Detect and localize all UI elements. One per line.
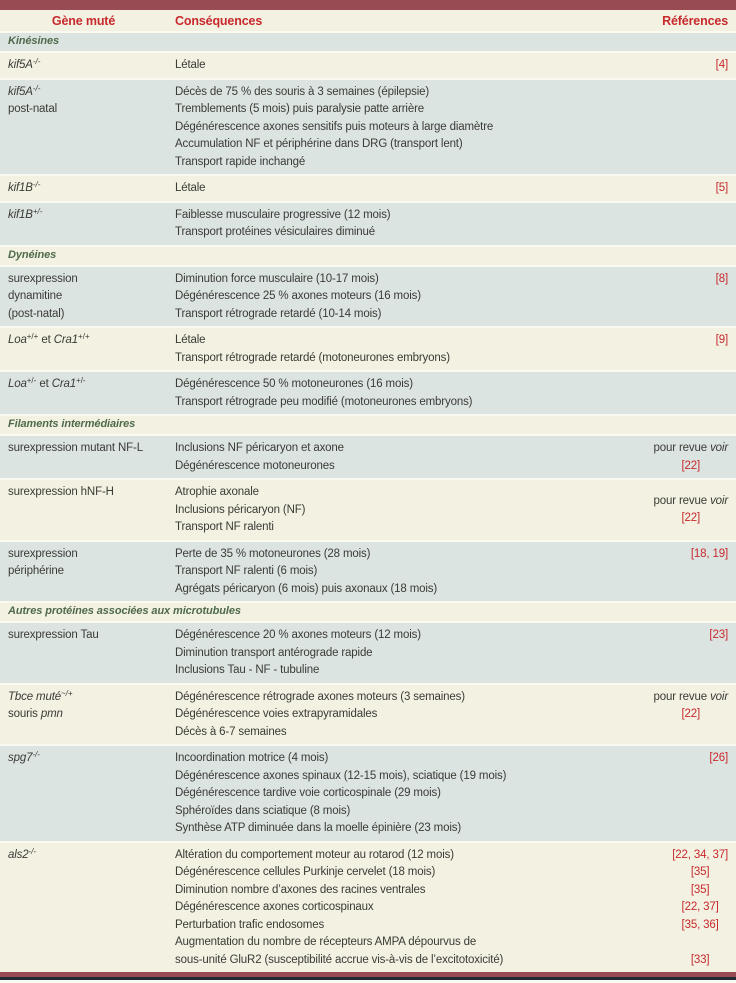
section-header-row: [0, 601, 736, 621]
references-cell: [586, 271, 736, 324]
references-cell: [586, 57, 736, 75]
consequences-cell: Dégénérescence 50 % motoneurones (16 mois) Transport rétrograde peu modifié (motoneurones embryons): [175, 378, 473, 408]
gene-cell: kif5A-/- post-natal: [8, 83, 58, 115]
consequences-cell: Perte de 35 % motoneurones (28 mois) Transport NF ralenti (6 mois) Agrégats péricaryon (6 mois) puis axonaux (18 mois): [175, 547, 438, 595]
section-header-row: [0, 414, 736, 434]
reference-block: [26]: [709, 752, 728, 764]
consequences-cell: Décès de 75 % des souris à 3 semaines (épilepsie) Tremblements (5 mois) puis paralysie patte arrière Dégénérescence axones sensitifs puis moteurs à large diamètre Accumulation NF et périphérine dans DRG (transport lent) Transport rapide inchangé: [175, 85, 494, 168]
table-row: [0, 478, 736, 540]
table-row: [0, 621, 736, 683]
reference-block: [18, 19]: [690, 547, 728, 560]
col-header-gene: Gène muté: [51, 14, 116, 28]
references-cell: [586, 689, 736, 742]
reference-block: [8]: [715, 272, 728, 285]
section-header-row: [0, 245, 736, 265]
section-header-row: [0, 31, 736, 51]
consequences-cell: Diminution force musculaire (10-17 mois) Dégénérescence 25 % axones moteurs (16 mois) Transport rétrograde retardé (10-14 mois): [175, 272, 421, 320]
reference-block: [23]: [709, 629, 728, 641]
consequences-cell: Inclusions NF péricaryon et axone Dégénérescence motoneurones: [175, 442, 344, 472]
gene-cell: surexpression Tau: [8, 629, 99, 641]
table-row: [0, 841, 736, 973]
references-cell: [586, 627, 736, 680]
table-row: [0, 78, 736, 175]
section-label: Autres protéines associées aux microtubules: [8, 605, 241, 617]
references-cell: [586, 440, 736, 475]
section-label: Filaments intermédiaires: [8, 418, 136, 430]
gene-cell: surexpression périphérine: [8, 547, 78, 577]
gene-cell: kif1B+/-: [8, 206, 43, 221]
table-row: [0, 174, 736, 201]
reference-block: [9]: [715, 334, 728, 346]
reference-block: [5]: [715, 182, 728, 194]
gene-cell: kif5A-/-: [8, 57, 41, 71]
references-cell: [586, 376, 736, 411]
references-cell: [586, 332, 736, 367]
table-row: [0, 683, 736, 745]
gene-cell: spg7-/-: [8, 750, 40, 764]
gene-cell: Tbce muté~/+ souris pmn: [8, 688, 73, 720]
gene-cell: als2-/-: [8, 846, 37, 861]
table-row: [0, 326, 736, 370]
references-cell: [586, 546, 736, 599]
consequences-cell: Incoordination motrice (4 mois) Dégénérescence axones spinaux (12-15 mois), sciatique (19 mois) Dégénérescence tardive voie corticospinale (29 mois) Sphéroïdes dans sciatique (8 mois) Synthèse ATP diminuée dans la moelle épinière (23 mois): [175, 752, 507, 834]
table-row: [0, 201, 736, 245]
gene-cell: surexpression mutant NF-L: [8, 442, 143, 454]
table-row: [0, 744, 736, 841]
consequences-cell: Faiblesse musculaire progressive (12 mois) Transport protéines vésiculaires diminué: [175, 208, 391, 238]
table-row: [0, 434, 736, 478]
consequences-cell: Altération du comportement moteur au rotarod (12 mois) Dégénérescence cellules Purkinje cervelet (18 mois) Diminution nombre d’axones des racines ventrales Dégénérescence axones corticospinaux Perturbation trafic endosomes Augmentation du nombre de récepteurs AMPA dépourvus de sous-unité GluR2 (susceptibilité accrue vis-à-vis de l’excitotoxicité): [175, 848, 504, 966]
table-row: [0, 265, 736, 327]
col-header-consequences: Conséquences: [175, 14, 263, 28]
reference-block: [22, 34, 37] [35] [35] [22, 37] [35, 36] [33]: [672, 848, 728, 966]
gene-cell: surexpression hNF-H: [8, 486, 114, 498]
section-label: Dynéines: [8, 248, 57, 261]
gene-cell: Loa+/+ et Cra1+/+: [8, 332, 90, 346]
consequences-cell: Atrophie axonale Inclusions péricaryon (NF) Transport NF ralenti: [175, 486, 306, 533]
table-row: [0, 540, 736, 602]
references-cell: [586, 207, 736, 242]
consequences-cell: Dégénérescence 20 % axones moteurs (12 mois) Diminution transport antérograde rapide Inclusions Tau - NF - tubuline: [175, 629, 421, 676]
gene-cell: kif1B-/-: [8, 180, 41, 194]
consequences-cell: Dégénérescence rétrograde axones moteurs (3 semaines) Dégénérescence voies extrapyramidales Décès à 6-7 semaines: [175, 690, 465, 738]
col-header-references: Références: [662, 14, 728, 28]
table-body: [0, 31, 736, 972]
consequences-cell: Létale Transport rétrograde retardé (motoneurones embryons): [175, 334, 450, 364]
references-cell: [586, 847, 736, 970]
consequences-cell: Létale: [175, 182, 206, 194]
gene-cell: surexpression dynamitine (post-natal): [8, 272, 78, 320]
gene-cell: Loa+/- et Cra1+/-: [8, 376, 86, 390]
references-cell: [586, 750, 736, 838]
table-row: [0, 370, 736, 414]
table-header-row: [0, 10, 736, 31]
bottom-dark-line: [0, 977, 736, 980]
reference-block: pour revue voir [22]: [653, 690, 728, 720]
references-cell: [586, 484, 736, 537]
top-accent-bar: [0, 0, 736, 10]
reference-block: pour revue voir [22]: [653, 494, 728, 525]
references-cell: [586, 180, 736, 198]
consequences-cell: Létale: [175, 59, 206, 71]
table-row: [0, 51, 736, 78]
section-label: Kinésines: [8, 35, 60, 47]
reference-block: [4]: [715, 59, 728, 71]
reference-block: pour revue voir [22]: [653, 442, 728, 472]
references-cell: [586, 84, 736, 172]
